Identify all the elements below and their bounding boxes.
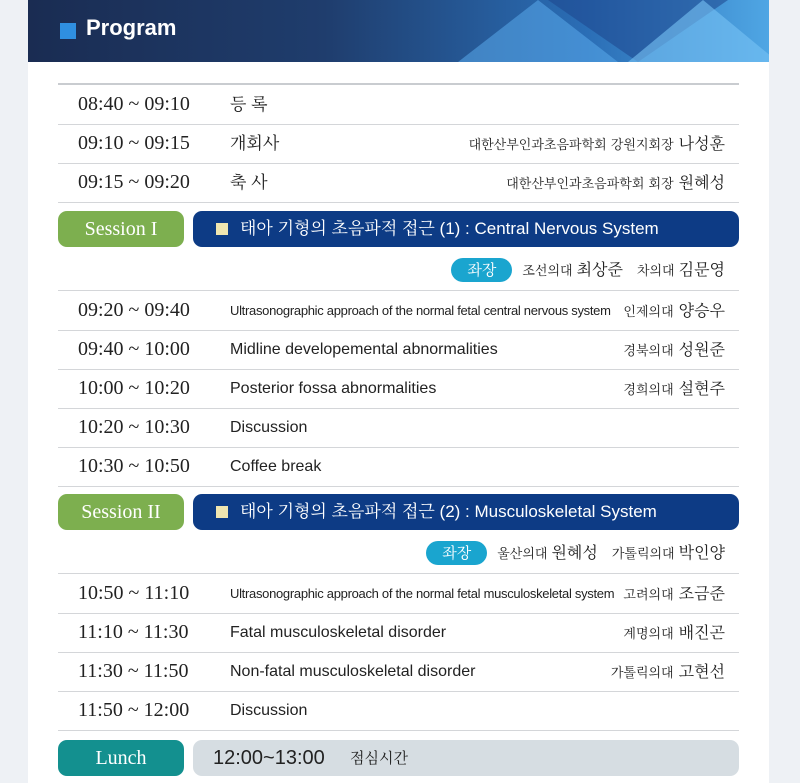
speaker-affiliation: 인제의대 — [623, 305, 674, 320]
session-label: Session II — [58, 494, 184, 530]
speaker-affiliation: 경희의대 — [623, 383, 674, 398]
schedule-row — [58, 85, 739, 125]
program-header — [28, 0, 769, 62]
time-range: 09:15 ~ 09:20 — [78, 171, 190, 193]
time-range: 09:20 ~ 09:40 — [78, 299, 190, 321]
chair-affiliation: 가톨릭의대 — [611, 547, 675, 562]
topic: Ultrasonographic approach of the normal fetal musculoskeletal system — [230, 586, 615, 601]
time-range: 11:30 ~ 11:50 — [78, 660, 189, 682]
speaker-name: 설현주 — [678, 379, 725, 398]
speaker — [623, 291, 725, 332]
square-bullet-icon — [216, 223, 228, 235]
speaker-name: 배진곤 — [678, 623, 725, 642]
chair-badge: 좌장 — [451, 258, 512, 282]
topic: Coffee break — [230, 458, 322, 475]
session-title: 태아 기형의 초음파적 접근 (1) : Central Nervous System — [240, 219, 659, 238]
time-range: 10:30 ~ 10:50 — [78, 455, 190, 477]
chair-badge: 좌장 — [426, 541, 487, 565]
schedule-row — [58, 124, 739, 164]
time-range: 11:10 ~ 11:30 — [78, 621, 189, 643]
chair-affiliation: 조선의대 — [522, 264, 573, 279]
topic: Discussion — [230, 419, 308, 436]
topic: Posterior fossa abnormalities — [230, 380, 437, 397]
page-title: Program — [86, 15, 177, 40]
schedule-row — [58, 613, 739, 653]
speaker-name: 나성훈 — [678, 134, 725, 153]
session-title: 태아 기형의 초음파적 접근 (2) : Musculoskeletal System — [240, 502, 657, 521]
lunch-label: Lunch — [58, 740, 184, 776]
topic: Midline developemental abnormalities — [230, 341, 498, 358]
topic: 개회사 — [230, 134, 280, 153]
schedule-row — [58, 369, 739, 409]
speaker — [623, 574, 725, 615]
schedule-row — [58, 691, 739, 731]
topic: Discussion — [230, 702, 308, 719]
header-decoration — [628, 0, 769, 62]
session-title-bar — [193, 494, 739, 530]
speaker — [469, 124, 725, 165]
square-bullet-icon — [216, 506, 228, 518]
chair-name: 원혜성 — [551, 543, 598, 562]
speaker-name: 고현선 — [678, 662, 725, 681]
speaker-name: 양승우 — [678, 301, 725, 320]
time-range: 09:10 ~ 09:15 — [78, 132, 190, 154]
schedule-row — [58, 574, 739, 614]
speaker — [623, 613, 725, 654]
chair-name: 박인양 — [678, 543, 725, 562]
session-title-bar — [193, 211, 739, 247]
topic: 축 사 — [230, 173, 268, 192]
speaker — [623, 330, 725, 371]
chair-affiliation: 울산의대 — [497, 547, 548, 562]
chair-row — [58, 248, 739, 291]
speaker-affiliation: 경북의대 — [623, 344, 674, 359]
chair-name: 최상준 — [576, 260, 623, 279]
speaker-affiliation: 대한산부인과초음파학회 강원지회장 — [468, 138, 674, 153]
time-range: 11:50 ~ 12:00 — [78, 699, 190, 721]
schedule-row — [58, 330, 739, 370]
lunch-description: 점심시간 — [350, 749, 408, 767]
topic: Non-fatal musculoskeletal disorder — [230, 663, 476, 680]
speaker-name: 원혜성 — [678, 173, 725, 192]
schedule-row — [58, 291, 739, 331]
speaker-affiliation: 대한산부인과초음파학회 회장 — [506, 177, 674, 192]
lunch-time: 12:00~13:00 — [213, 747, 325, 769]
schedule-row — [58, 447, 739, 487]
square-bullet-icon — [60, 23, 76, 39]
speaker-affiliation: 계명의대 — [623, 627, 674, 642]
chair-row — [58, 531, 739, 574]
time-range: 09:40 ~ 10:00 — [78, 338, 190, 360]
speaker-affiliation: 가톨릭의대 — [610, 666, 674, 681]
time-range: 10:20 ~ 10:30 — [78, 416, 190, 438]
session-label: Session I — [58, 211, 184, 247]
schedule-row — [58, 408, 739, 448]
lunch-bar — [193, 740, 739, 776]
schedule-row — [58, 652, 739, 692]
chair-name: 김문영 — [678, 260, 725, 279]
speaker-name: 조금준 — [678, 584, 725, 603]
speaker — [623, 369, 725, 410]
speaker — [506, 163, 725, 204]
time-range: 10:50 ~ 11:10 — [78, 582, 190, 604]
topic: Ultrasonographic approach of the normal fetal central nervous system — [230, 303, 611, 318]
topic: Fatal musculoskeletal disorder — [230, 624, 447, 641]
chair-affiliation: 차의대 — [636, 264, 675, 279]
time-range: 10:00 ~ 10:20 — [78, 377, 190, 399]
time-range: 08:40 ~ 09:10 — [78, 93, 190, 115]
speaker-name: 성원준 — [678, 340, 725, 359]
speaker — [611, 652, 725, 693]
schedule-row — [58, 163, 739, 203]
topic: 등 록 — [230, 95, 268, 114]
speaker-affiliation: 고려의대 — [623, 588, 674, 603]
